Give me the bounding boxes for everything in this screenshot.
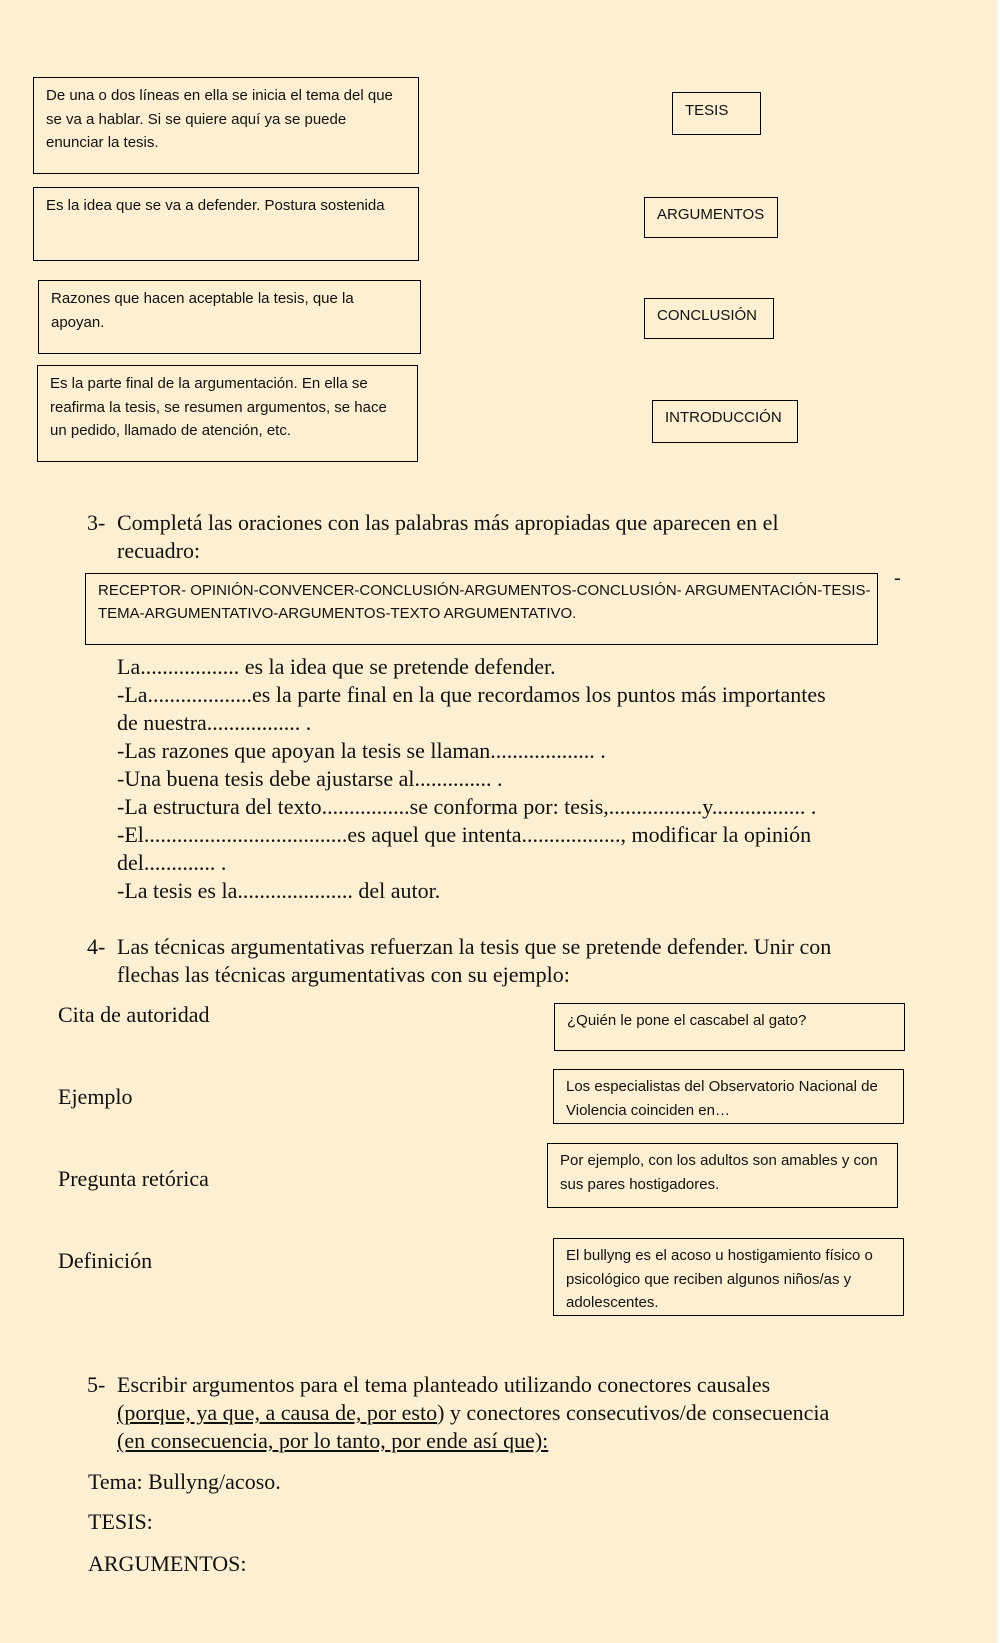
argumentos-label: ARGUMENTOS: bbox=[88, 1551, 247, 1576]
definition-box-introduccion bbox=[33, 77, 419, 174]
technique-label: Pregunta retórica bbox=[58, 1166, 209, 1191]
section-4-number: 4- bbox=[87, 934, 106, 959]
fill-blank-line: La.................. es la idea que se pretende defender. bbox=[117, 654, 556, 679]
section-5-instruction-cont bbox=[117, 1399, 829, 1427]
example-text: Los especialistas del Observatorio Nacional de Violencia coinciden en… bbox=[566, 1078, 878, 1119]
technique-label: Definición bbox=[58, 1248, 153, 1273]
instruction-rest: ) y conectores consecutivos/de consecuencia bbox=[437, 1400, 830, 1425]
word-bank-line: TEMA-ARGUMENTATIVO-ARGUMENTOS-TEXTO ARGUMENTATIVO. bbox=[98, 605, 577, 622]
fill-blank-line: de nuestra................. . bbox=[117, 710, 312, 735]
word-bank-line: RECEPTOR- OPINIÓN-CONVENCER-CONCLUSIÓN-ARGUMENTOS-CONCLUSIÓN- ARGUMENTACIÓN-TESIS- bbox=[98, 582, 871, 599]
example-box-cita bbox=[553, 1069, 904, 1124]
fill-blank-line: -El.....................................es aquel que intenta.................., modificar la opinión bbox=[117, 822, 812, 847]
tesis-label: TESIS: bbox=[88, 1509, 153, 1534]
definition-text: Es la parte final de la argumentación. En ella se reafirma la tesis, se resumen argumentos, se hace un pedido, llamado de atención, etc. bbox=[50, 375, 387, 439]
definition-text: De una o dos líneas en ella se inicia el tema del que se va a hablar. Si se quiere aquí ya se puede enunciar la tesis. bbox=[46, 87, 393, 151]
fill-blank-line: -La tesis es la..................... del autor. bbox=[117, 878, 441, 903]
section-4-instruction-cont: flechas las técnicas argumentativas con su ejemplo: bbox=[117, 962, 570, 987]
example-box-definicion bbox=[553, 1238, 904, 1316]
fill-blank-line: -La estructura del texto................se conforma por: tesis,.................y................. . bbox=[117, 794, 817, 819]
tema-label: Tema: Bullyng/acoso. bbox=[88, 1469, 281, 1494]
term-box-introduccion bbox=[652, 400, 798, 443]
consecutive-connectors: (en consecuencia, por lo tanto, por ende así que): bbox=[117, 1428, 549, 1453]
example-box-ejemplo bbox=[547, 1143, 898, 1208]
fill-blank-line: -La...................es la parte final en la que recordamos los puntos más importantes bbox=[117, 682, 826, 707]
word-bank-box bbox=[85, 573, 878, 645]
example-text: El bullyng es el acoso u hostigamiento físico o psicológico que reciben algunos niños/as y adolescentes. bbox=[566, 1247, 873, 1311]
stray-dash: - bbox=[894, 567, 901, 589]
term-label: TESIS bbox=[685, 102, 729, 119]
definition-text: Es la idea que se va a defender. Postura sostenida bbox=[46, 197, 385, 214]
definition-box-tesis bbox=[33, 187, 419, 261]
causal-connectors: (porque, ya que, a causa de, por esto bbox=[117, 1400, 438, 1425]
technique-label: Cita de autoridad bbox=[58, 1002, 210, 1027]
term-box-tesis bbox=[672, 92, 761, 135]
example-text: Por ejemplo, con los adultos son amables y con sus pares hostigadores. bbox=[560, 1152, 878, 1193]
term-box-conclusion bbox=[644, 298, 774, 339]
definition-box-argumentos bbox=[38, 280, 421, 354]
definition-text: Razones que hacen aceptable la tesis, que la apoyan. bbox=[51, 290, 354, 331]
example-box-pregunta bbox=[554, 1003, 905, 1051]
fill-blank-line: del............. . bbox=[117, 850, 227, 875]
definition-box-conclusion bbox=[37, 365, 418, 462]
section-3-number: 3- bbox=[87, 510, 106, 535]
section-4-instruction: Las técnicas argumentativas refuerzan la tesis que se pretende defender. Unir con bbox=[117, 934, 832, 959]
section-5-instruction: Escribir argumentos para el tema planteado utilizando conectores causales bbox=[117, 1372, 771, 1397]
technique-label: Ejemplo bbox=[58, 1084, 133, 1109]
term-label: ARGUMENTOS bbox=[657, 206, 765, 223]
section-3-instruction-cont: recuadro: bbox=[117, 538, 201, 563]
term-box-argumentos bbox=[644, 197, 778, 238]
fill-blank-line: -Una buena tesis debe ajustarse al.............. . bbox=[117, 766, 503, 791]
term-label: CONCLUSIÓN bbox=[657, 307, 758, 324]
term-label: INTRODUCCIÓN bbox=[665, 409, 782, 426]
fill-blank-line: -Las razones que apoyan la tesis se llaman................... . bbox=[117, 738, 606, 763]
section-5-number: 5- bbox=[87, 1372, 106, 1397]
example-text: ¿Quién le pone el cascabel al gato? bbox=[567, 1012, 807, 1029]
section-3-instruction: Completá las oraciones con las palabras más apropiadas que aparecen en el bbox=[117, 510, 779, 535]
